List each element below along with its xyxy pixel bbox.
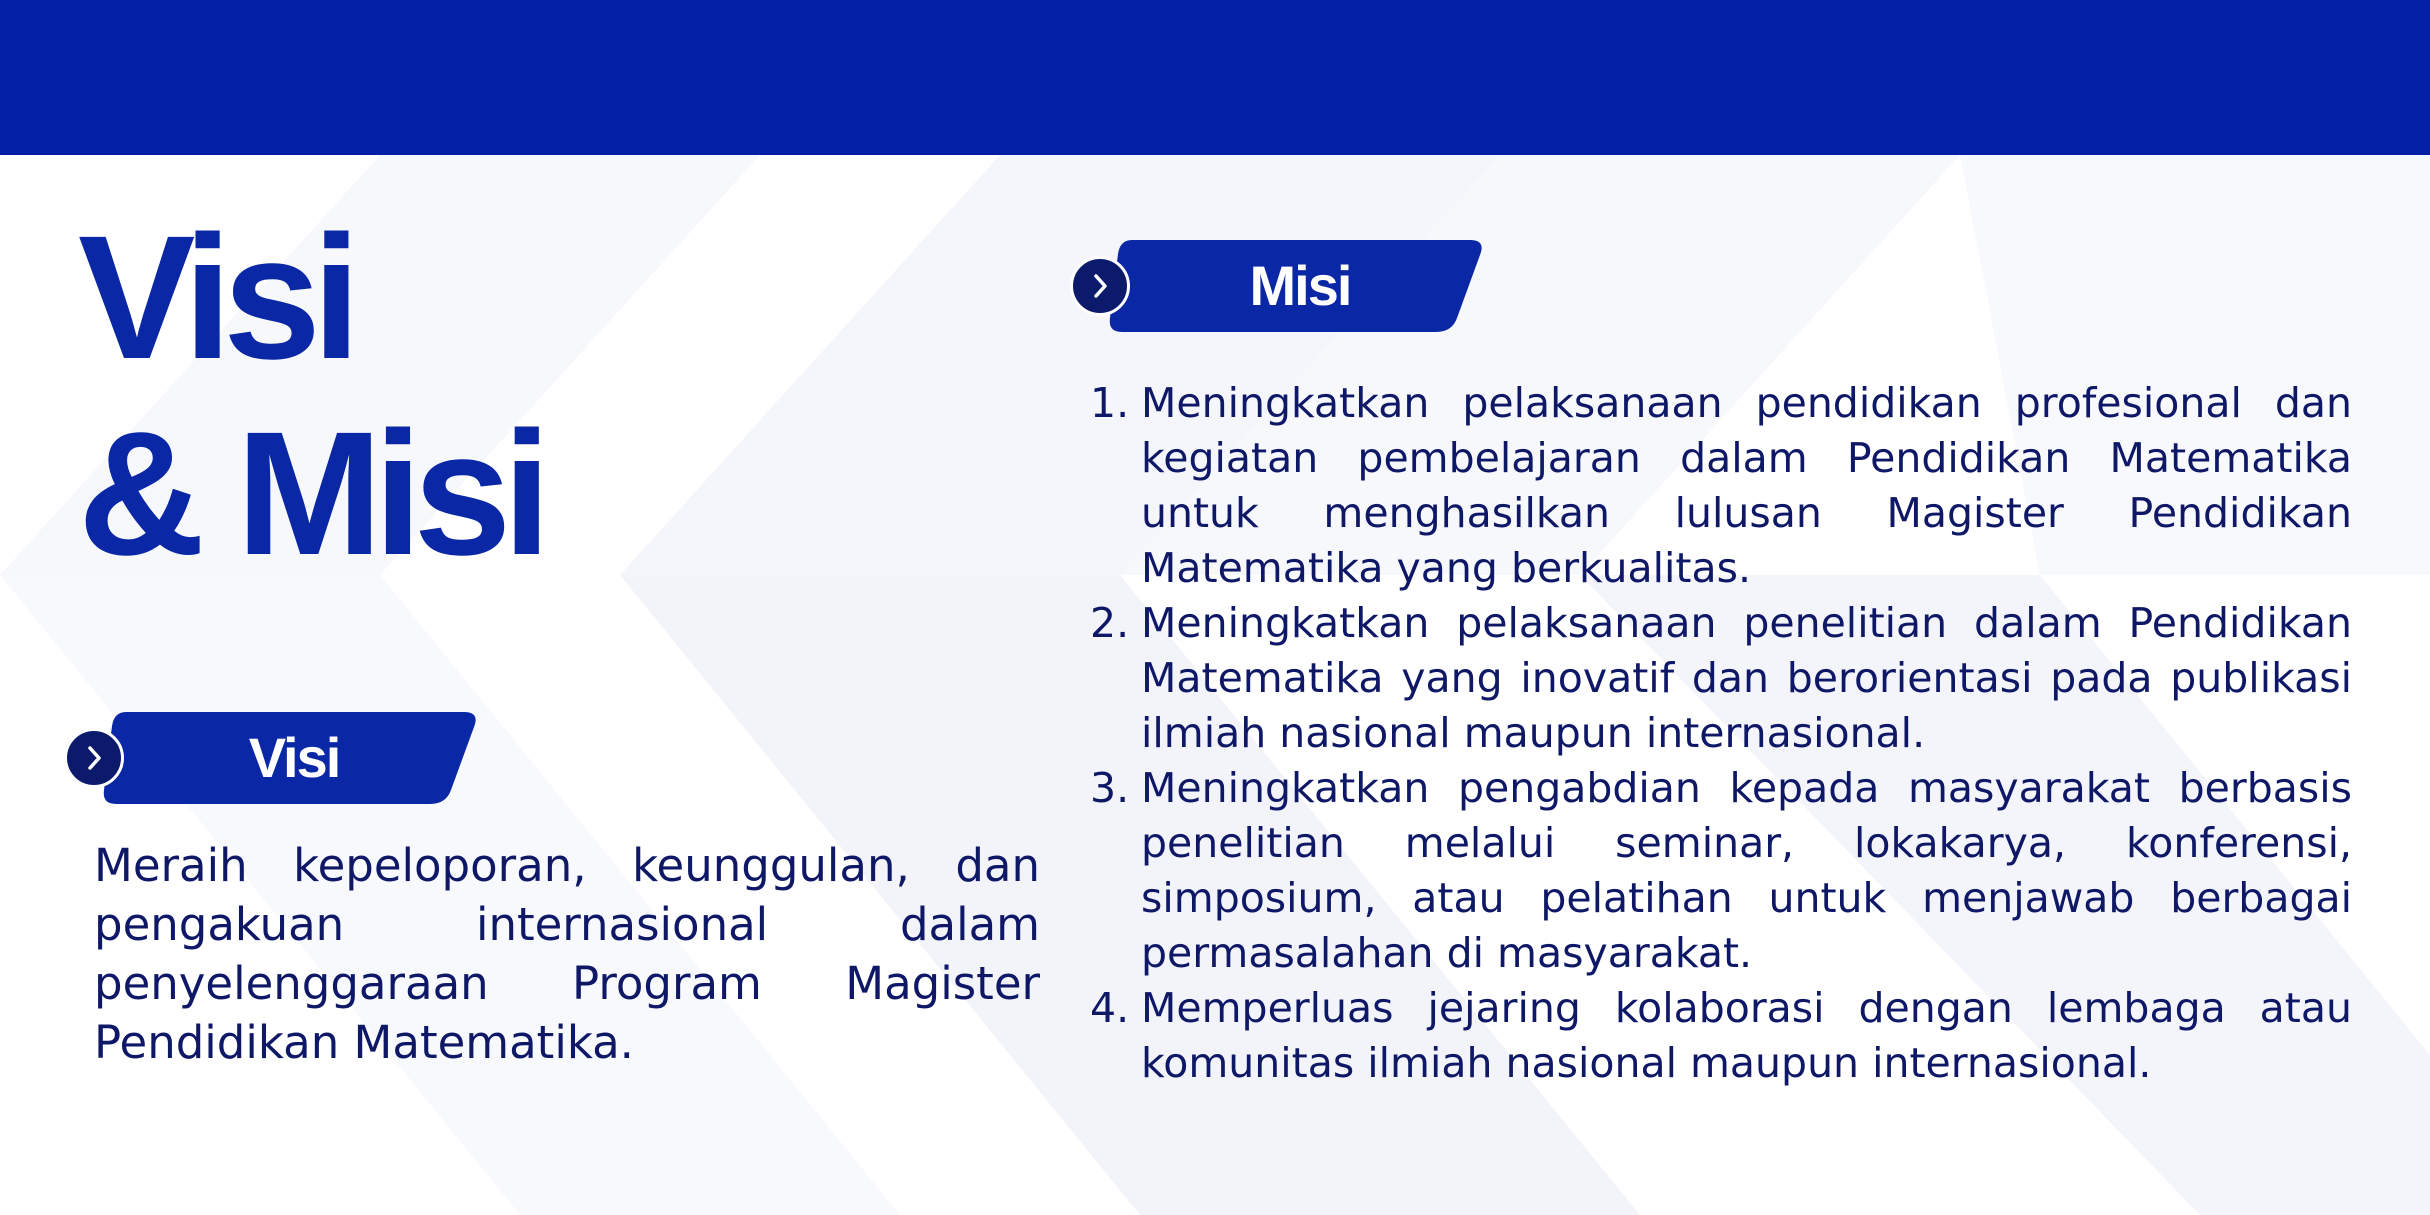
misi-item bbox=[1090, 981, 2352, 1091]
misi-item-number: 1. bbox=[1090, 379, 1130, 427]
misi-item-text: Meningkatkan pelaksanaan pendidikan profesional dan kegiatan pembelajaran dalam Pendidikan Matematika untuk menghasilkan lulusan Magister Pendidikan Matematika yang berkualitas. bbox=[1141, 379, 2352, 592]
visi-label: Visi bbox=[248, 726, 340, 789]
misi-list bbox=[1090, 376, 2352, 1091]
misi-item bbox=[1090, 596, 2352, 761]
visi-statement: Meraih kepeloporan, keunggulan, dan pengakuan internasional dalam penyelenggaraan Program Magister Pendidikan Matematika. bbox=[94, 839, 1040, 1069]
misi-item-number: 3. bbox=[1090, 764, 1130, 812]
top-banner bbox=[0, 0, 2430, 155]
misi-item-text: Meningkatkan pengabdian kepada masyarakat berbasis penelitian melalui seminar, lokakarya, konferensi, simposium, atau pelatihan untuk menjawab berbagai permasalahan di masyarakat. bbox=[1141, 764, 2352, 977]
misi-item-number: 2. bbox=[1090, 599, 1130, 647]
misi-item-text: Meningkatkan pelaksanaan penelitian dalam Pendidikan Matematika yang inovatif dan berorientasi pada publikasi ilmiah nasional maupun internasional. bbox=[1141, 599, 2352, 757]
misi-item bbox=[1090, 376, 2352, 596]
misi-label-pill bbox=[1070, 240, 1486, 332]
misi-item bbox=[1090, 761, 2352, 981]
misi-item-number: 4. bbox=[1090, 984, 1130, 1032]
chevron-right-icon bbox=[1070, 256, 1130, 316]
misi-item-text: Memperluas jejaring kolaborasi dengan lembaga atau komunitas ilmiah nasional maupun internasional. bbox=[1141, 984, 2352, 1087]
page-title bbox=[78, 200, 542, 592]
visi-label-pill bbox=[64, 712, 480, 804]
title-line-misi: & Misi bbox=[78, 396, 543, 592]
misi-label: Misi bbox=[1249, 254, 1351, 317]
chevron-right-icon bbox=[64, 728, 124, 788]
title-line-visi: Visi bbox=[78, 200, 352, 396]
